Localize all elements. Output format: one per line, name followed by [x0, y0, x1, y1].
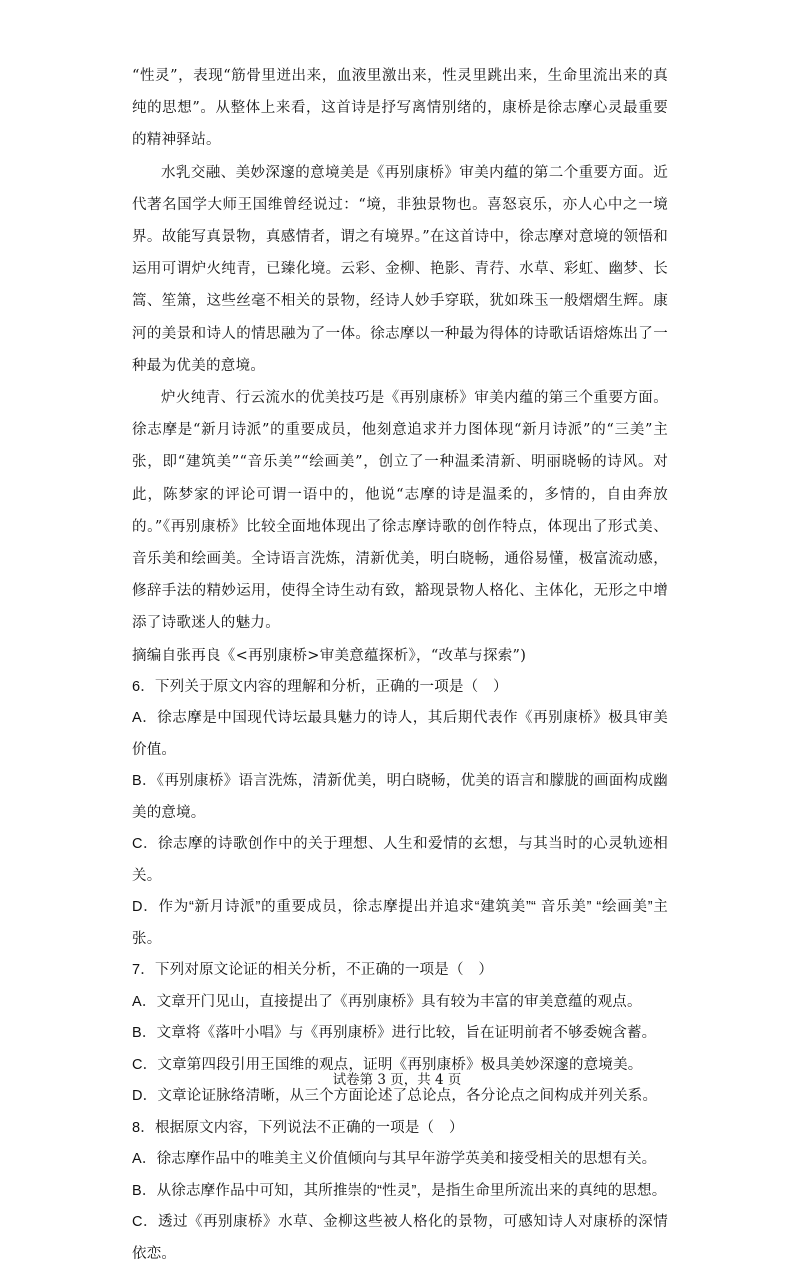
passage-paragraph-1: “性灵”，表现“筋骨里迸出来，血液里激出来，性灵里跳出来，生命里流出来的真纯的思想”。从整体上来看，这首诗是抒写离情别绪的，康桥是徐志摩心灵最重要的精神驿站。 [132, 68, 668, 149]
option-c: C．徐志摩的诗歌创作中的关于理想、人生和爱情的玄想，与其当时的心灵轨迹相关。 [132, 836, 668, 884]
option-a: A．文章开门见山，直接提出了《再别康桥》具有较为丰富的审美意蕴的观点。 [132, 993, 642, 1010]
option-d: D．文章论证脉络清晰，从三个方面论述了总论点，各分论点之间构成并列关系。 [132, 1088, 658, 1105]
passage-paragraph-2: 水乳交融、美妙深邃的意境美是《再别康桥》审美内蕴的第二个重要方面。近代著名国学大师王国维曾经说过：“境，非独景物也。喜怒哀乐，亦人心中之一境界。故能写真景物，真感情者，谓之有境界。”在这首诗中，徐志摩对意境的领悟和运用可谓炉火纯青，已臻化境。云彩、金柳、艳影、青荇、水草、彩虹、幽梦、长篙、笙箫，这些丝毫不相关的景物，经诗人妙手穿联，犹如珠玉一般熠熠生辉。康河的美景和诗人的情思融为了一体。徐志摩以一种最为得体的诗歌话语熔炼出了一种最为优美的意境。 [132, 164, 668, 374]
question-8 [132, 1113, 668, 1270]
question-stem: 8．根据原文内容，下列说法不正确的一项是（ ） [132, 1119, 464, 1136]
question-6 [132, 672, 668, 956]
question-stem: 6．下列关于原文内容的理解和分析，正确的一项是（ ） [132, 678, 508, 695]
question-stem: 7．下列对原文论证的相关分析，不正确的一项是（ ） [132, 962, 494, 979]
option-b: B．文章将《落叶小唱》与《再别康桥》进行比较，旨在证明前者不够委婉含蓄。 [132, 1025, 657, 1042]
option-a: A．徐志摩是中国现代诗坛最具魅力的诗人，其后期代表作《再别康桥》极具审美价值。 [132, 710, 668, 758]
option-b: B．《再别康桥》语言洗炼，清新优美，明白晓畅，优美的语言和朦胧的画面构成幽美的意境。 [132, 773, 668, 821]
passage-source: 摘编自张再良《<再别康桥>审美意蕴探析》，“改革与探索”) [132, 647, 527, 664]
page-footer: 试卷第 3 页，共 4 页 [332, 1072, 462, 1088]
option-d: D．作为“新月诗派”的重要成员，徐志摩提出并追求“建筑美”“ 音乐美” “绘画美”主张。 [132, 899, 668, 947]
option-a: A．徐志摩作品中的唯美主义价值倾向与其早年游学英美和接受相关的思想有关。 [132, 1151, 657, 1168]
option-b: B．从徐志摩作品中可知，其所推崇的“性灵”，是指生命里所流出来的真纯的思想。 [132, 1182, 667, 1199]
option-c: C．透过《再别康桥》水草、金柳这些被人格化的景物，可感知诗人对康桥的深情依恋。 [132, 1214, 668, 1262]
passage-paragraph-3: 炉火纯青、行云流水的优美技巧是《再别康桥》审美内蕴的第三个重要方面。徐志摩是“新月诗派”的重要成员，他刻意追求并力图体现“新月诗派”的“三美”主张，即“建筑美”“音乐美”“绘画美”，创立了一种温柔清新、明丽晓畅的诗风。对此，陈梦家的评论可谓一语中的，他说“志摩的诗是温柔的，多情的，自由奔放的。”《再别康桥》比较全面地体现出了徐志摩诗歌的创作特点，体现出了形式美、音乐美和绘画美。全诗语言洗炼，清新优美，明白晓畅，通俗易懂，极富流动感，修辞手法的精妙运用，使得全诗生动有致，豁现景物人格化、主体化，无形之中增添了诗歌迷人的魅力。 [132, 390, 668, 632]
reading-passage [132, 60, 668, 672]
question-list [132, 672, 668, 1270]
option-c: C．文章第四段引用王国维的观点，证明《再别康桥》极具美妙深邃的意境美。 [132, 1056, 643, 1073]
